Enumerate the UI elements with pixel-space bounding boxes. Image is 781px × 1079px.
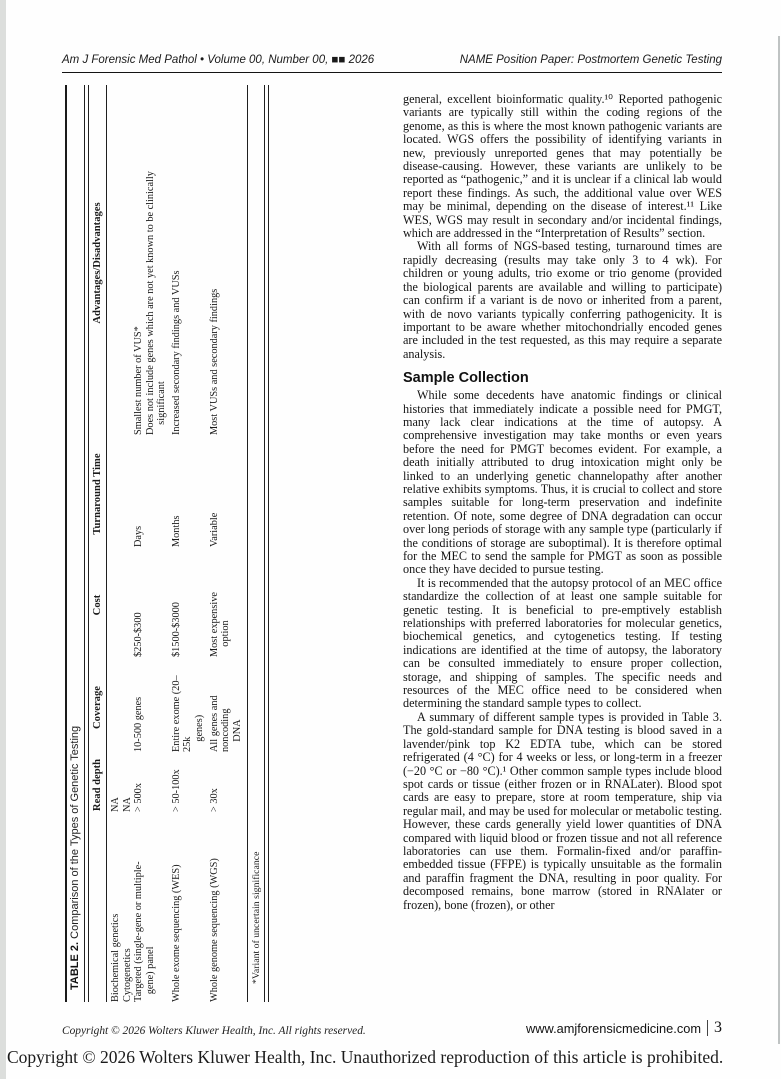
table-cell: 10-500 genes: [133, 696, 145, 752]
paragraph: general, excellent bioinformatic quality.¹⁰ Reported pathogenic variants are typically still within the coding regions of the genome, as this is where the most known pathogenic variants are located. WGS offers the possibility of identifying variants in new, previously unreported genes that may potentially be disease-causing. However, these variants are unlikely to be reported as “pathogenic,” and it is unclear if a clinical lab would report these findings. As such, the additional value over WES may be minimal, depending on the disease of interest.¹¹ Like WES, WGS may result in secondary and/or incidental findings, which are addressed in the “Interpretation of Results” section.: [403, 92, 722, 241]
table-row: [209, 85, 243, 1002]
table-cell: Smallest number of VUS* Does not include genes which are not yet known to be clinically significant: [133, 171, 168, 435]
paragraph: A summary of different sample types is provided in Table 3. The gold-standard sample for DNA testing is blood saved in a lavender/pink top K2 EDTA tube, which can be stored refrigerated (4 °C) for 4 weeks or less, or long-term in a freezer (−20 °C or −80 °C).¹ Other common sample types include blood spot cards or tissue (either frozen or in RNALater). Blood spot cards are easy to prepare, store at room temperature, ship via regular mail, and may be used for molecular or metabolic testing. However, these cards generally yield lower quantities of DNA compared with liquid blood or frozen tissue and not all reference laboratories can use them. Formalin-fixed and/or paraffin-embedded tissue (FFPE) is typically unsuitable as the formalin and paraffin fragment the DNA, resulting in poor quality. For decomposed remains, bone marrow (stored in RNAlater or frozen), bone (frozen), or other: [403, 709, 722, 912]
paragraph: While some decedents have anatomic findings or clinical histories that immediately indicate a possible need for PMGT, many lack clear indications at the time of autopsy. A comprehensive investigation may take months or even years before the need for PMGT becomes evident. For example, a death initially attributed to drug intoxication might only be linked to an underlying genetic channelopathy after another relative exhibits symptoms. Thus, it is crucial to collect and store samples suitable for long-term preservation and indefinite retention. Of note, some degree of DNA degradation can occur over long periods of storage with any sample type (particularly if the conditions of storage are suboptimal). It is therefore optimal for the MEC to send the sample for PMGT as soon as possible once they have decided to pursue testing.: [403, 388, 722, 577]
table-cell: All genes and noncoding DNA: [208, 692, 243, 752]
table-cell: Whole genome sequencing (WGS): [208, 858, 220, 1002]
footer-right: [526, 1019, 722, 1037]
table-title-text: Comparison of the Types of Genetic Testing: [69, 725, 81, 939]
page-footer: [62, 1019, 722, 1037]
table-cell: Variable: [208, 512, 220, 547]
table-header-row: [89, 85, 106, 1002]
table-cell: Days: [133, 525, 145, 547]
table-column-header: Turnaround Time: [91, 453, 103, 535]
table-cell: > 500x: [133, 783, 145, 812]
table-cell: [110, 85, 121, 435]
table-cell: Increased secondary findings and VUSs: [171, 270, 182, 435]
footer-copyright: Copyright © 2026 Wolters Kluwer Health, Inc. All rights reserved.: [62, 1025, 366, 1037]
copyright-watermark: Copyright © 2026 Wolters Kluwer Health, Inc. Unauthorized reproduction of this article is prohibited.: [7, 1047, 724, 1067]
table-cell: > 30x: [208, 788, 220, 812]
table-cell: Months: [171, 515, 182, 547]
paragraph: With all forms of NGS-based testing, turnaround times are rapidly decreasing (results may take only 3 to 4 wk). For children or young adults, trio exome or trio genome (provided the biological parents are available and willing to participate) can confirm if a variant is de novo or inherited from a parent, with de novo variants typically conferring pathogenicity. It is important to be aware whether mitochondrially encoded genes are included in the test requested, as this may require a separate analysis.: [403, 239, 722, 361]
table-row: [122, 85, 133, 1002]
table2-rotated-container: [65, 85, 262, 1002]
scan-edge-right: [778, 36, 780, 1044]
table-body: [107, 85, 246, 1002]
table-cell: [110, 657, 121, 752]
table-column-header: Advantages/Disadvantages: [91, 202, 103, 324]
table-cell: Biochemical genetics: [110, 913, 122, 1002]
table-cell: $250-$300: [133, 612, 145, 657]
section-heading: Sample Collection: [403, 370, 529, 387]
table-cell: Most expensive option: [208, 592, 232, 657]
table-cell: Entire exome (20–25k genes): [171, 675, 205, 752]
table-cell: [122, 85, 133, 435]
table-cell: [110, 435, 121, 547]
table-cell: Targeted (single-gene or multiple- gene) panel: [133, 861, 156, 1002]
table-column-header: Cost: [91, 594, 103, 616]
table-cell: [122, 435, 133, 547]
page-number: 3: [714, 1019, 722, 1036]
journal-citation: Am J Forensic Med Pathol • Volume 00, Number 00, ■■ 2026: [62, 54, 375, 66]
table-bottom-rule: [268, 85, 269, 1002]
article-column: [403, 93, 722, 912]
table-cell: [110, 547, 121, 657]
table-cell: > 50-100x: [171, 769, 182, 812]
paragraph: It is recommended that the autopsy protocol of an MEC office standardize the collection of at least one sample suitable for genetic testing. It is beneficial to pre-emptively establish relationships with preferred laboratories for molecular genetics, biochemical genetics, and cytogenetics testing. If testing indications are identified at the time of autopsy, the laboratory can be consulted immediately to ensure proper collection, storage, and shipping of samples. The specific needs and resources of the MEC office need to be considered when determining the standard sample types to collect.: [403, 575, 722, 711]
table-cell: $1500-$3000: [171, 602, 182, 657]
table-cell: Most VUSs and secondary findings: [208, 288, 220, 435]
table-column-header: [92, 812, 103, 1002]
table-cell: [122, 657, 133, 752]
table-title: [67, 85, 84, 1002]
table-column-header: Coverage: [91, 686, 103, 729]
table2: [65, 85, 262, 1002]
table-cell: Cytogenetics: [121, 948, 133, 1002]
table-row: [171, 85, 205, 1002]
table-cell: [122, 547, 133, 657]
table-title-label: TABLE 2.: [69, 941, 81, 990]
article-running-title: NAME Position Paper: Postmortem Genetic Testing: [459, 54, 722, 66]
table-row: [133, 85, 167, 1002]
table-cell: Whole exome sequencing (WES): [171, 864, 182, 1002]
running-head: [62, 54, 722, 73]
scan-edge-left: [0, 0, 6, 1079]
footer-divider: [707, 1020, 708, 1036]
table-cell: NA: [110, 797, 122, 812]
table-footnote: *Variant of uncertain significance: [250, 851, 262, 984]
table-row: [110, 85, 121, 1002]
journal-website: www.amjforensicmedicine.com: [526, 1020, 701, 1036]
table-cell: NA: [121, 797, 133, 812]
table-column-header: Read depth: [91, 758, 103, 812]
